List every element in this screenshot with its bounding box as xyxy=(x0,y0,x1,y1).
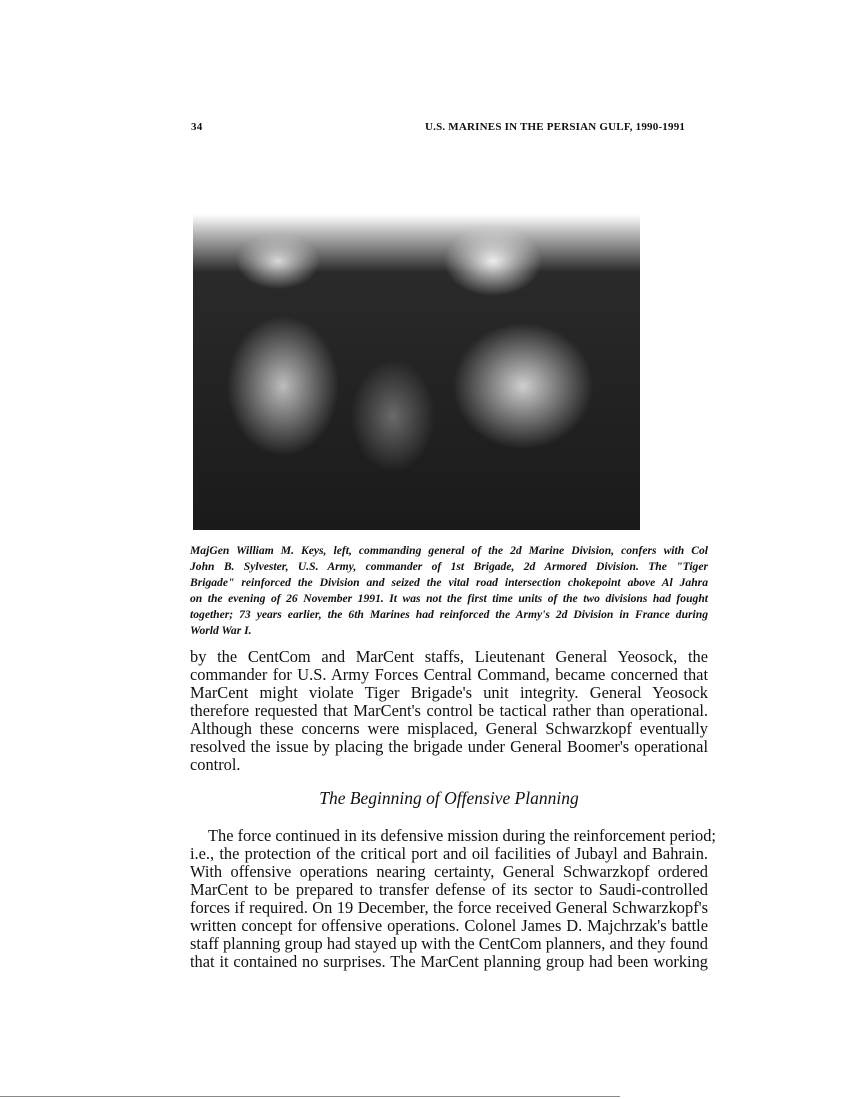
text-line: therefore requested that MarCent's control be tactical rather than operational. xyxy=(190,701,708,720)
paragraph-2 xyxy=(190,826,716,971)
text-line: staff planning group had stayed up with the CentCom planners, and they found xyxy=(190,934,708,953)
caption-line: John B. Sylvester, U.S. Army, commander of 1st Brigade, 2d Armored Division. The "Tiger xyxy=(190,560,708,573)
bottom-rule xyxy=(0,1096,620,1097)
caption-line: on the evening of 26 November 1991. It was not the first time units of the two divisions had fought xyxy=(190,592,708,605)
page-number: 34 xyxy=(191,121,203,133)
paragraph-1 xyxy=(190,648,708,774)
text-line: by the CentCom and MarCent staffs, Lieutenant General Yeosock, the xyxy=(190,647,708,666)
text-line: resolved the issue by placing the brigade under General Boomer's operational xyxy=(190,737,708,756)
text-line: The force continued in its defensive mission during the reinforcement period; xyxy=(208,826,716,845)
section-heading: The Beginning of Offensive Planning xyxy=(319,788,579,808)
text-line: forces if required. On 19 December, the force received General Schwarzkopf's xyxy=(190,898,708,917)
text-line: MarCent might violate Tiger Brigade's unit integrity. General Yeosock xyxy=(190,683,708,702)
text-line: MarCent to be prepared to transfer defense of its sector to Saudi-controlled xyxy=(190,880,708,899)
text-line: i.e., the protection of the critical port and oil facilities of Jubayl and Bahrain. xyxy=(190,844,708,863)
caption-line: together; 73 years earlier, the 6th Marines had reinforced the Army's 2d Division in France during xyxy=(190,608,708,621)
text-line: written concept for offensive operations. Colonel James D. Majchrzak's battle xyxy=(190,916,708,935)
text-line: commander for U.S. Army Forces Central Command, became concerned that xyxy=(190,665,708,684)
caption-line: Brigade" reinforced the Division and seized the vital road intersection chokepoint above Al Jahra xyxy=(190,576,708,589)
text-line: that it contained no surprises. The MarCent planning group had been working xyxy=(190,952,708,971)
caption-line: World War I. xyxy=(190,624,252,637)
caption-line: MajGen William M. Keys, left, commanding general of the 2d Marine Division, confers with Col xyxy=(190,544,708,557)
text-line: With offensive operations nearing certainty, General Schwarzkopf ordered xyxy=(190,862,708,881)
photograph xyxy=(193,186,640,530)
photo-caption xyxy=(190,543,708,639)
text-line: Although these concerns were misplaced, General Schwarzkopf eventually xyxy=(190,719,708,738)
running-title: U.S. MARINES IN THE PERSIAN GULF, 1990-1991 xyxy=(425,121,686,133)
text-line: control. xyxy=(190,755,241,774)
